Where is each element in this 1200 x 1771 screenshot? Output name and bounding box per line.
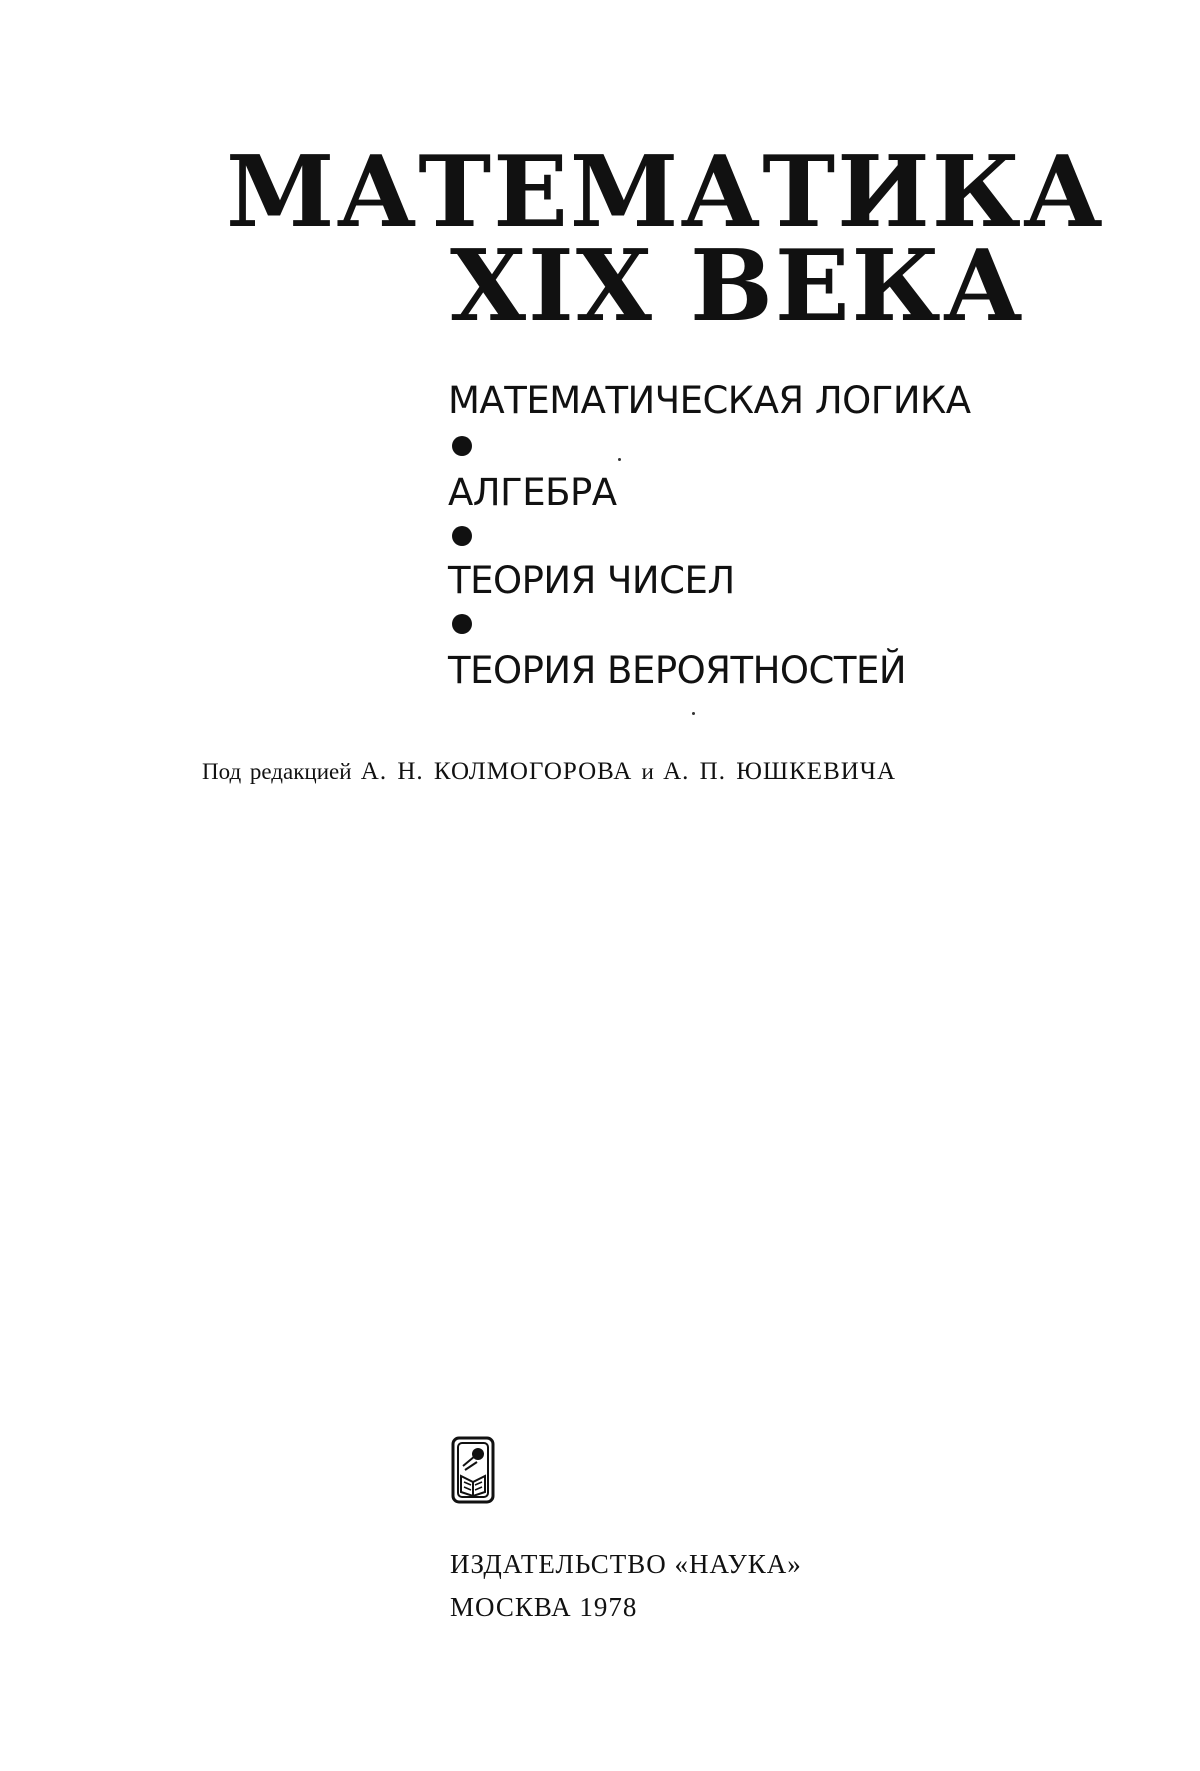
publisher-city-year: МОСКВА 1978 — [450, 1592, 638, 1622]
editors-line — [202, 758, 896, 786]
subject-item: ТЕОРИЯ ЧИСЕЛ — [448, 559, 735, 602]
publisher-emblem-icon — [451, 1436, 495, 1504]
subject-item: ТЕОРИЯ ВЕРОЯТНОСТЕЙ — [448, 649, 907, 692]
print-speck — [618, 458, 621, 461]
print-speck — [692, 712, 695, 715]
bullet-icon — [452, 436, 472, 456]
editors-conjunction: и — [641, 759, 654, 784]
editor-name-1: А. Н. КОЛМОГОРОВА — [360, 758, 633, 785]
bullet-icon — [452, 526, 472, 546]
bullet-icon — [452, 614, 472, 634]
editor-name-2: А. П. ЮШКЕВИЧА — [663, 758, 897, 785]
subject-item: АЛГЕБРА — [448, 471, 617, 514]
book-title-line-2: XIX ВЕКА — [450, 229, 1025, 344]
book-title-line-1: МАТЕМАТИКА — [226, 135, 1105, 250]
editors-prefix: Под редакцией — [202, 759, 352, 784]
subject-item: МАТЕМАТИЧЕСКАЯ ЛОГИКА — [448, 379, 971, 422]
publisher-name: ИЗДАТЕЛЬСТВО «НАУКА» — [450, 1549, 802, 1579]
